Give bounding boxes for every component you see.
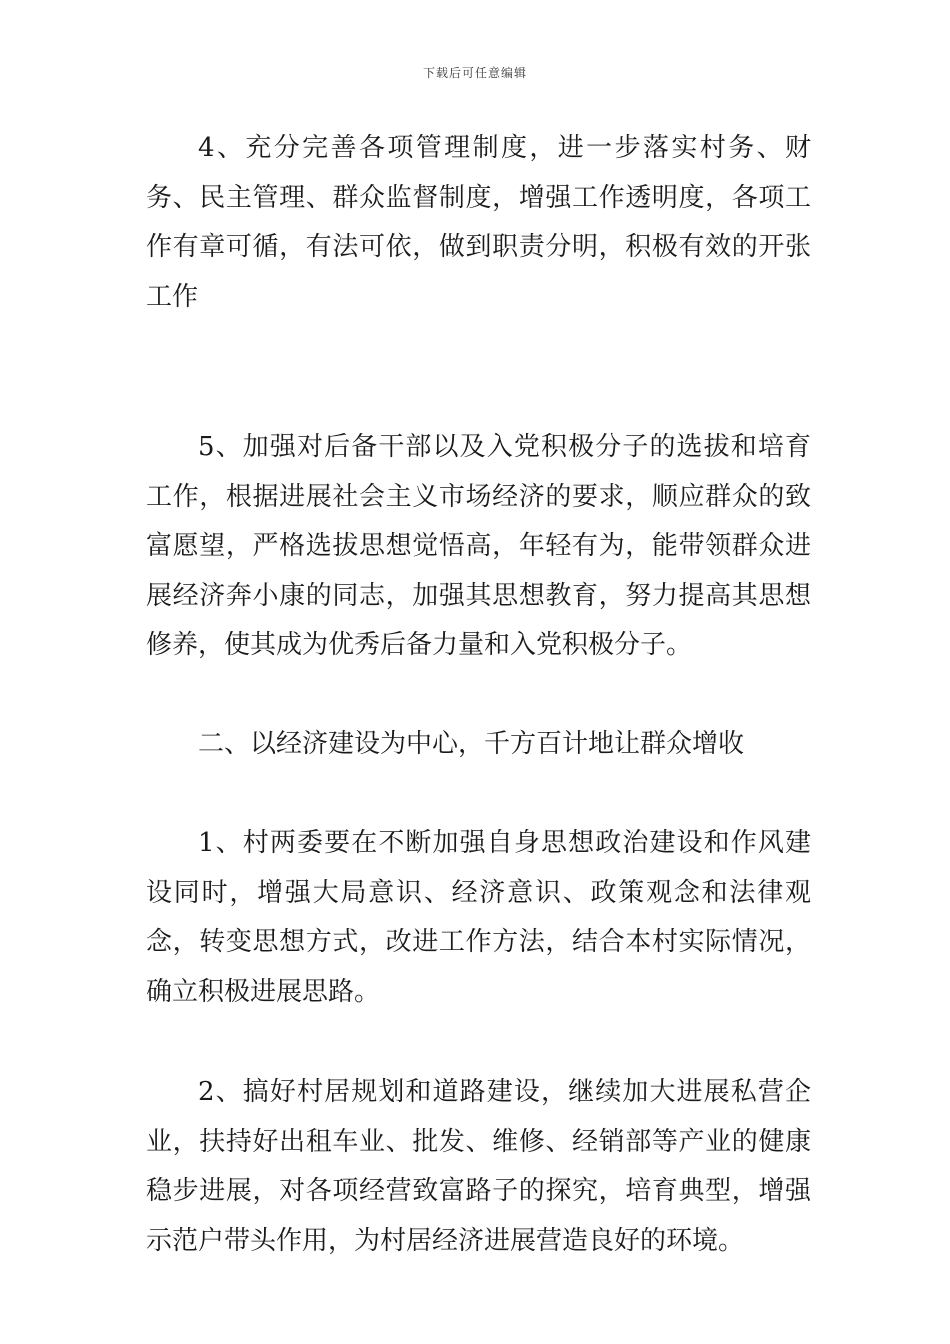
paragraph-item-4-management-systems: 4、充分完善各项管理制度，进一步落实村务、财务、民主管理、群众监督制度，增强工作透明度，各项工作有章可循，有法可依，做到职责分明，积极有效的开张工作 <box>146 133 811 312</box>
paragraph-item-2-village-planning: 2、搞好村居规划和道路建设，继续加大进展私营企业，扶持好出租车业、批发、维修、经销部等产业的健康稳步进展，对各项经营致富路子的探究，培育典型，增强示范户带头作用，为村居经济进展营造良好的环境。 <box>146 1077 811 1256</box>
paragraph-item-1-village-committees: 1、村两委要在不断加强自身思想政治建设和作风建设同时，增强大局意识、经济意识、政策观念和法律观念，转变思想方式，改进工作方法，结合本村实际情况，确立积极进展思路。 <box>146 828 811 1007</box>
section-heading-economic-construction: 二、以经济建设为中心，千方百计地让群众增收 <box>198 728 745 759</box>
document-body <box>146 124 811 1266</box>
paragraph-item-5-reserve-cadres: 5、加强对后备干部以及入党积极分子的选拔和培育工作，根据进展社会主义市场经济的要求，顺应群众的致富愿望，严格选拔思想觉悟高，年轻有为，能带领群众进展经济奔小康的同志，加强其思想教育，努力提高其思想修养，使其成为优秀后备力量和入党积极分子。 <box>146 432 811 660</box>
page-header: 下载后可任意编辑 <box>422 66 527 80</box>
